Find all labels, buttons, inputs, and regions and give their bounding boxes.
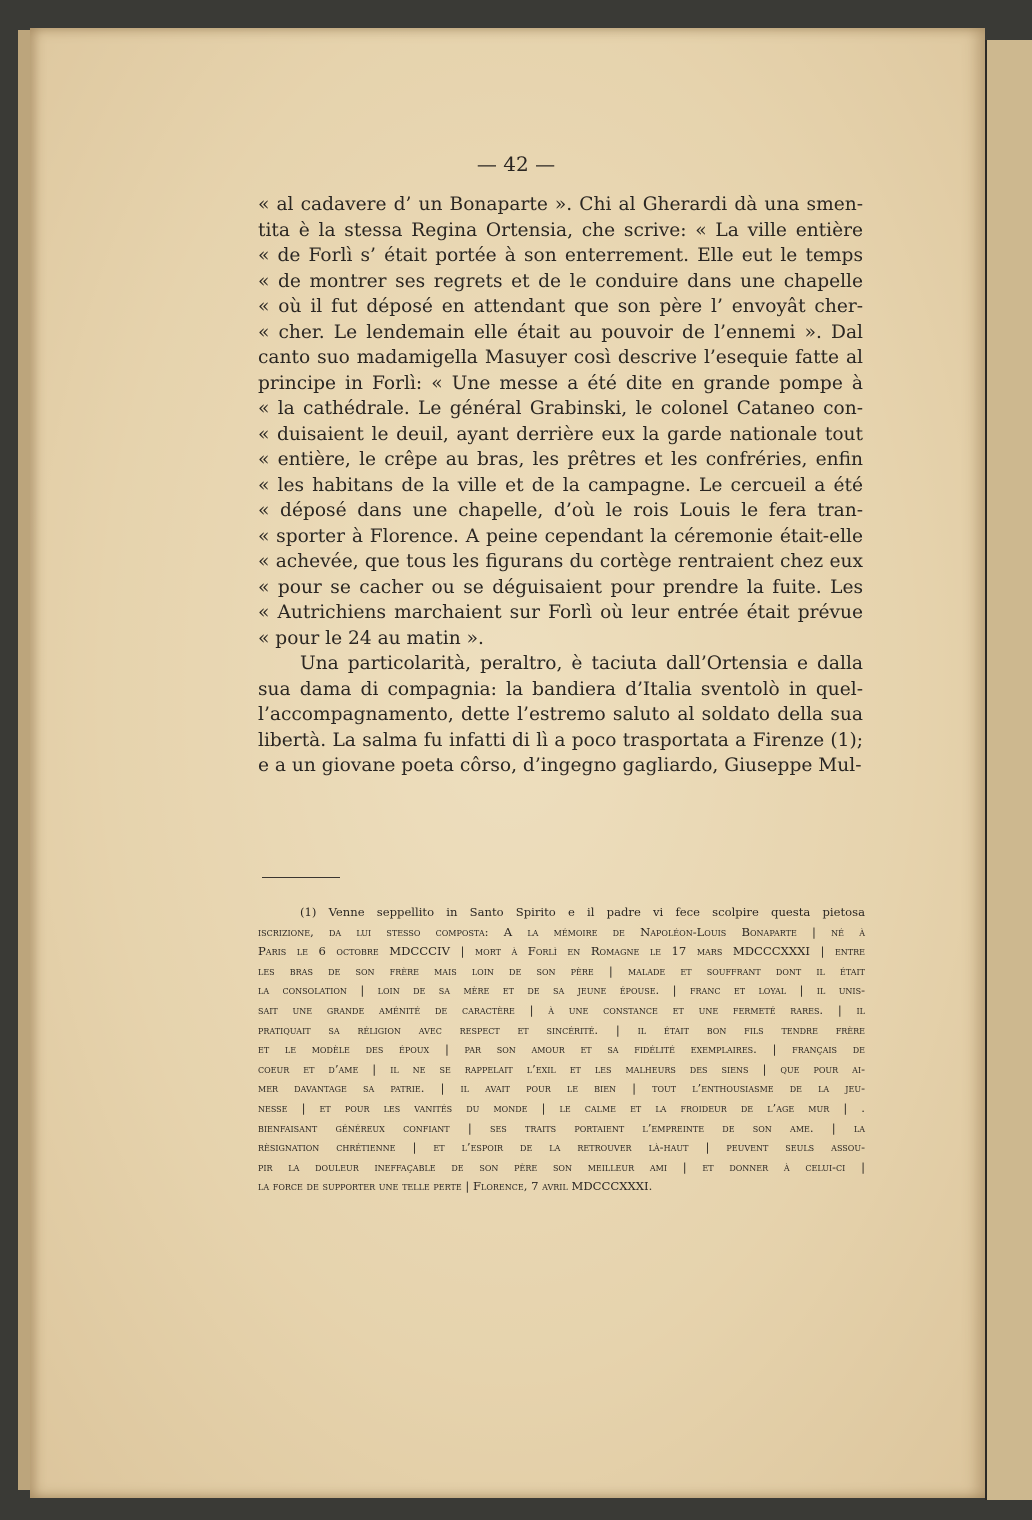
page-number: — 42 — [476,152,556,176]
text-line: Una particolarità, peraltro, è taciuta dall’Ortensia e dalla [300,653,863,674]
text-line: canto suo madamigella Masuyer così descrive l’esequie fatte al [258,347,863,368]
footnote-line: mer davantage sa patrie. | il avait pour le bien | tout l’enthousiasme de la jeu- [258,1081,865,1096]
footnote-line: iscrizione, da lui stesso composta: A la mémoire de Napoléon-Louis Bonaparte | né à [258,924,865,939]
footnote-rule [262,877,340,878]
text-line: « déposé dans une chapelle, d’où le rois Louis le fera tran- [258,500,863,521]
text-line: « de montrer ses regrets et de le conduire dans une chapelle [258,270,863,292]
text-line: « pour se cacher ou se déguisaient pour prendre la fuite. Les [258,576,863,598]
text-line: e a un giovane poeta côrso, d’ingegno gagliardo, Giuseppe Mul- [258,755,862,776]
text-line: « les habitans de la ville et de la campagne. Le cercueil a été [258,474,863,496]
body-text [258,192,863,779]
text-line: sua dama di compagnia: la bandiera d’Italia sventolò in quel- [258,678,863,700]
footnote-line: les bras de son frère mais loin de son père | malade et souffrant dont il était [258,963,865,978]
footnote-line: rèsignation chrétienne | et l’espoir de la retrouver là-haut | peuvent seuls assou- [258,1140,865,1155]
footnote-line: la force de supporter une telle perte | Florence, 7 avril MDCCCXXXI. [258,1179,653,1194]
footnote-line: et le modèle des époux | par son amour et sa fidélité exemplaires. | français de [258,1042,865,1057]
footnote-line: Paris le 6 octobre MDCCCIV | mort à Forlì en Romagne le 17 mars MDCCCXXXI | entre [258,944,865,959]
footnote-line: nesse | et pour les vanités du monde | le calme et la froideur de l’age mur | . [258,1100,865,1115]
text-line: « entière, le crêpe au bras, les prêtres et les confréries, enfin [258,449,863,470]
text-line: « duisaient le deuil, ayant derrière eux la garde nationale tout [258,423,863,445]
footnote-line: la consolation | loin de sa mère et de sa jeune épouse. | franc et loyal | il unis- [258,983,865,998]
text-line: « cher. Le lendemain elle était au pouvoir de l’ennemi ». Dal [258,321,863,343]
footnote-line: coeur et d’ame | il ne se rappelait l’exil et les malheurs des siens | que pour ai- [258,1061,865,1076]
text-line: principe in Forlì: « Une messe a été dite en grande pompe à [258,372,863,394]
text-line: « de Forlì s’ était portée à son enterrement. Elle eut le temps [258,245,863,266]
footnote-line: pir la douleur ineffaçable de son père son meilleur ami | et donner à celui-ci | [258,1159,865,1174]
footnote-line: sait une grande aménité de caractère | à une constance et une fermeté rares. | il [258,1002,865,1017]
text-line: « achevée, que tous les figurans du cortège rentraient chez eux [258,551,863,572]
text-line: libertà. La salma fu infatti di lì a poco trasportata a Firenze (1); [258,729,863,751]
next-page-edge [985,40,1032,1500]
text-line: tita è la stessa Regina Ortensia, che scrive: « La ville entière [258,219,863,241]
text-line: « al cadavere d’ un Bonaparte ». Chi al Gherardi dà una smen- [258,194,863,215]
footnote-line: bienfaisant généreux confiant | ses traits portaient l’empreinte de son ame. | la [258,1120,865,1135]
text-line: « pour le 24 au matin ». [258,627,484,649]
text-line: « Autrichiens marchaient sur Forlì où leur entrée était prévue [258,602,863,623]
text-line: « la cathédrale. Le général Grabinski, le colonel Cataneo con- [258,398,863,419]
footnote-line: pratiquait sa réligion avec respect et sincérité. | il était bon fils tendre frère [258,1022,865,1037]
footnote [258,903,865,1197]
text-line: l’accompagnamento, dette l’estremo saluto al soldato della sua [258,704,863,725]
text-line: « sporter à Florence. A peine cependant la céremonie était-elle [258,525,863,547]
text-line: « où il fut déposé en attendant que son père l’ envoyât cher- [258,296,863,317]
footnote-line: (1) Venne seppellito in Santo Spirito e il padre vi fece scolpire questa pietosa [300,905,865,919]
